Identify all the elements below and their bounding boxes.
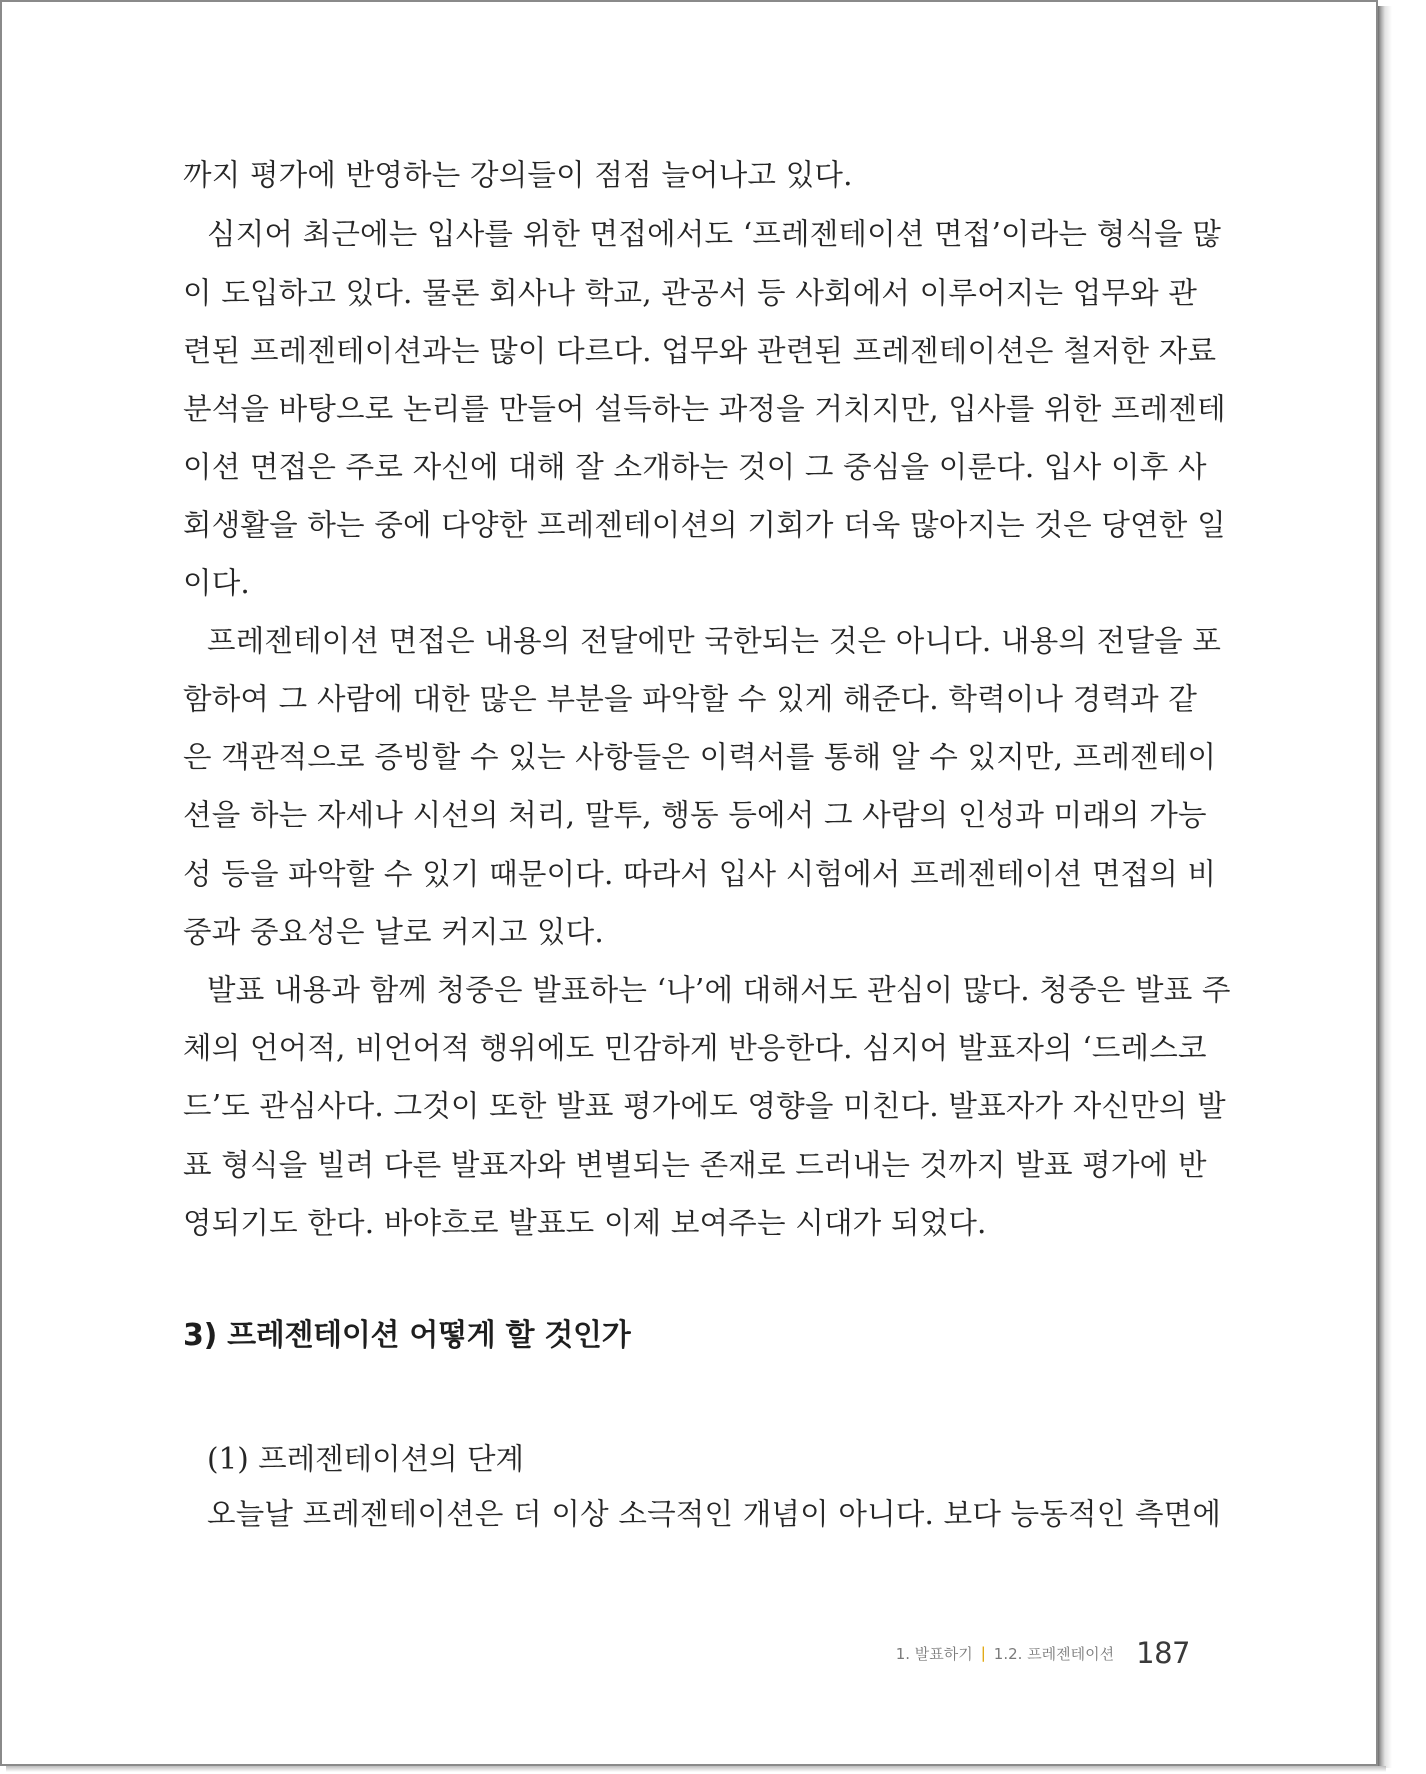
paragraph-line: 프레젠테이션 면접은 내용의 전달에만 국한되는 것은 아니다. 내용의 전달을 포: [207, 624, 1222, 658]
section-heading: 3) 프레젠테이션 어떻게 할 것인가: [183, 1318, 631, 1353]
paragraph-line: 심지어 최근에는 입사를 위한 면접에서도 ‘프레젠테이션 면접’이라는 형식을 많: [207, 217, 1222, 251]
paragraph-line: 련된 프레젠테이션과는 많이 다르다. 업무와 관련된 프레젠테이션은 철저한 자료: [183, 334, 1217, 368]
paragraph-line: 발표 내용과 함께 청중은 발표하는 ‘나’에 대해서도 관심이 많다. 청중은 발표 주: [207, 973, 1231, 1007]
running-footer: [896, 1632, 1190, 1674]
paragraph-line: 드’도 관심사다. 그것이 또한 발표 평가에도 영향을 미친다. 발표자가 자신만의 발: [183, 1089, 1226, 1123]
paragraph-line: 체의 언어적, 비언어적 행위에도 민감하게 반응한다. 심지어 발표자의 ‘드레스코: [183, 1031, 1207, 1065]
paragraph-line: 함하여 그 사람에 대한 많은 부분을 파악할 수 있게 해준다. 학력이나 경력과 같: [183, 682, 1198, 716]
paragraph-line: 이 도입하고 있다. 물론 회사나 학교, 관공서 등 사회에서 이루어지는 업무와 관: [183, 276, 1198, 310]
paragraph-line: 표 형식을 빌려 다른 발표자와 변별되는 존재로 드러내는 것까지 발표 평가에 반: [183, 1148, 1207, 1182]
paragraph-line: 영되기도 한다. 바야흐로 발표도 이제 보여주는 시대가 되었다.: [183, 1206, 987, 1240]
paragraph-line: 성 등을 파악할 수 있기 때문이다. 따라서 입사 시험에서 프레젠테이션 면접의 비: [183, 857, 1217, 891]
paragraph-line: 은 객관적으로 증빙할 수 있는 사항들은 이력서를 통해 알 수 있지만, 프레젠테이: [183, 740, 1217, 774]
paragraph-line: 회생활을 하는 중에 다양한 프레젠테이션의 기회가 더욱 많아지는 것은 당연한 일: [183, 508, 1226, 542]
paragraph-line: 이다.: [183, 566, 250, 600]
footer-separator: |: [980, 1644, 986, 1662]
footer-section: 1.2. 프레젠테이션: [993, 1644, 1115, 1663]
paragraph-line: 중과 중요성은 날로 커지고 있다.: [183, 915, 604, 949]
page-edge-shadow: [1378, 6, 1392, 1768]
paragraph-line: 이션 면접은 주로 자신에 대해 잘 소개하는 것이 그 중심을 이룬다. 입사 이후 사: [183, 450, 1207, 484]
footer-chapter: 1. 발표하기: [895, 1644, 973, 1663]
page-edge-bottom: [6, 1766, 1386, 1772]
subsection-heading: (1) 프레젠테이션의 단계: [207, 1442, 525, 1476]
paragraph-line: 까지 평가에 반영하는 강의들이 점점 늘어나고 있다.: [183, 158, 853, 192]
paragraph-line: 오늘날 프레젠테이션은 더 이상 소극적인 개념이 아니다. 보다 능동적인 측면에: [207, 1497, 1222, 1531]
page-number: 187: [1136, 1636, 1190, 1670]
paragraph-line: 션을 하는 자세나 시선의 처리, 말투, 행동 등에서 그 사람의 인성과 미래의 가능: [183, 798, 1207, 832]
paragraph-line: 분석을 바탕으로 논리를 만들어 설득하는 과정을 거치지만, 입사를 위한 프레젠테: [183, 392, 1226, 426]
